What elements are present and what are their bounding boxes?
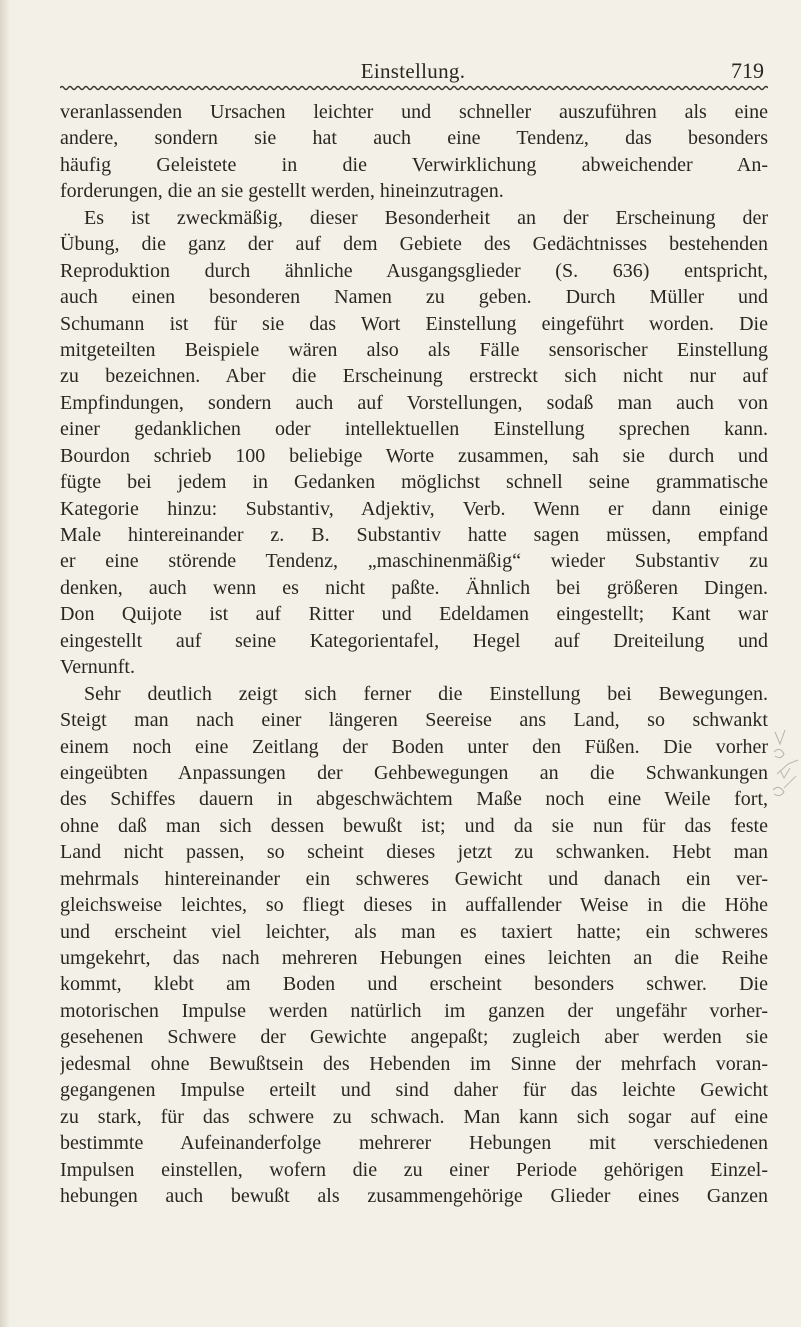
body-line-17: Male hintereinander z. B. Substantiv hatte sagen müssen, empfand [60, 524, 768, 546]
body-line-3: häufig Geleistete in die Verwirklichung abweichender An- [60, 153, 768, 176]
body-line-28: ohne daß man sich dessen bewußt ist; und da sie nun für das feste [60, 814, 768, 837]
body-line-22: Vernunft. [60, 656, 135, 679]
body-line-6: Übung, die ganz der auf dem Gebiete des Gedächtnisses bestehenden [60, 233, 768, 256]
running-title: Einstellung. [360, 59, 466, 83]
body-line-39: zu stark, für das schwere zu schwach. Man kann sich sogar auf eine [60, 1105, 768, 1128]
body-line-25: einem noch eine Zeitlang der Boden unter den Füßen. Die vorher [60, 735, 768, 758]
body-line-42: hebungen auch bewußt als zusammengehörige Glieder eines Ganzen [60, 1184, 768, 1207]
body-text [60, 99, 768, 1209]
body-line-19: denken, auch wenn es nicht paßte. Ähnlich bei größeren Dingen. [60, 576, 768, 599]
body-line-20: Don Quijote ist auf Ritter und Edeldamen eingestellt; Kant war [60, 603, 768, 626]
body-line-35: motorischen Impulse werden natürlich im ganzen der ungefähr vorher- [60, 999, 768, 1022]
body-line-5: Es ist zweckmäßig, dieser Besonderheit an der Erscheinung der [84, 206, 768, 229]
body-line-32: und erscheint viel leichter, als man es taxiert hatte; ein schweres [60, 920, 768, 943]
body-line-13: einer gedanklichen oder intellektuellen Einstellung sprechen kann. [60, 418, 768, 441]
body-line-26: eingeübten Anpassungen der Gehbewegungen an die Schwankungen [60, 761, 768, 784]
body-line-41: Impulsen einstellen, wofern die zu einer Periode gehörigen Einzel- [60, 1158, 768, 1181]
body-line-24: Steigt man nach einer längeren Seereise ans Land, so schwankt [60, 709, 768, 732]
body-line-38: gegangenen Impulse erteilt und sind daher für das leichte Gewicht [60, 1079, 768, 1102]
header-ornamental-rule [60, 85, 768, 91]
body-line-4: forderungen, die an sie gestellt werden, hineinzutragen. [60, 180, 504, 203]
page-number: 719 [731, 58, 764, 83]
body-line-9: Schumann ist für sie das Wort Einstellung eingeführt worden. Die [60, 312, 768, 335]
body-line-34: kommt, klebt am Boden und erscheint besonders schwer. Die [60, 973, 768, 996]
body-line-18: er eine störende Tendenz, „maschinenmäßig“ wieder Substantiv zu [60, 550, 768, 573]
body-line-11: zu bezeichnen. Aber die Erscheinung erstreckt sich nicht nur auf [60, 365, 768, 388]
body-line-12: Empfindungen, sondern auch auf Vorstellungen, sodaß man auch von [60, 391, 768, 414]
body-line-10: mitgeteilten Beispiele wären also als Fälle sensorischer Einstellung [60, 338, 768, 361]
body-line-33: umgekehrt, das nach mehreren Hebungen eines leichten an die Reihe [60, 947, 768, 969]
body-line-23: Sehr deutlich zeigt sich ferner die Einstellung bei Bewegungen. [84, 682, 768, 705]
body-line-2: andere, sondern sie hat auch eine Tendenz, das besonders [60, 127, 768, 150]
running-head [58, 58, 768, 86]
body-line-30: mehrmals hintereinander ein schweres Gewicht und danach ein ver- [60, 867, 768, 890]
body-line-1: veranlassenden Ursachen leichter und schneller auszuführen als eine [60, 101, 768, 123]
page-binding-edge [0, 0, 10, 1327]
body-line-15: fügte bei jedem in Gedanken möglichst schnell seine grammatische [60, 471, 768, 494]
body-line-40: bestimmte Aufeinanderfolge mehrerer Hebungen mit verschiedenen [60, 1132, 768, 1155]
body-line-36: gesehenen Schwere der Gewichte angepaßt; zugleich aber werden sie [60, 1026, 768, 1049]
body-line-16: Kategorie hinzu: Substantiv, Adjektiv, Verb. Wenn er dann einige [60, 497, 768, 520]
body-line-14: Bourdon schrieb 100 beliebige Worte zusammen, sah sie durch und [60, 444, 768, 467]
body-line-37: jedesmal ohne Bewußtsein des Hebenden im Sinne der mehrfach voran- [60, 1052, 768, 1075]
body-line-21: eingestellt auf seine Kategorientafel, Hegel auf Dreiteilung und [60, 629, 768, 652]
body-line-7: Reproduktion durch ähnliche Ausgangsglieder (S. 636) entspricht, [60, 259, 768, 282]
margin-pencil-marks [772, 724, 801, 800]
body-line-27: des Schiffes dauern in abgeschwächtem Maße noch eine Weile fort, [60, 788, 768, 811]
body-line-29: Land nicht passen, so scheint dieses jetzt zu schwanken. Hebt man [60, 841, 768, 864]
body-line-8: auch einen besonderen Namen zu geben. Durch Müller und [60, 286, 768, 309]
body-line-31: gleichsweise leichtes, so fliegt dieses in auffallender Weise in die Höhe [60, 894, 768, 917]
